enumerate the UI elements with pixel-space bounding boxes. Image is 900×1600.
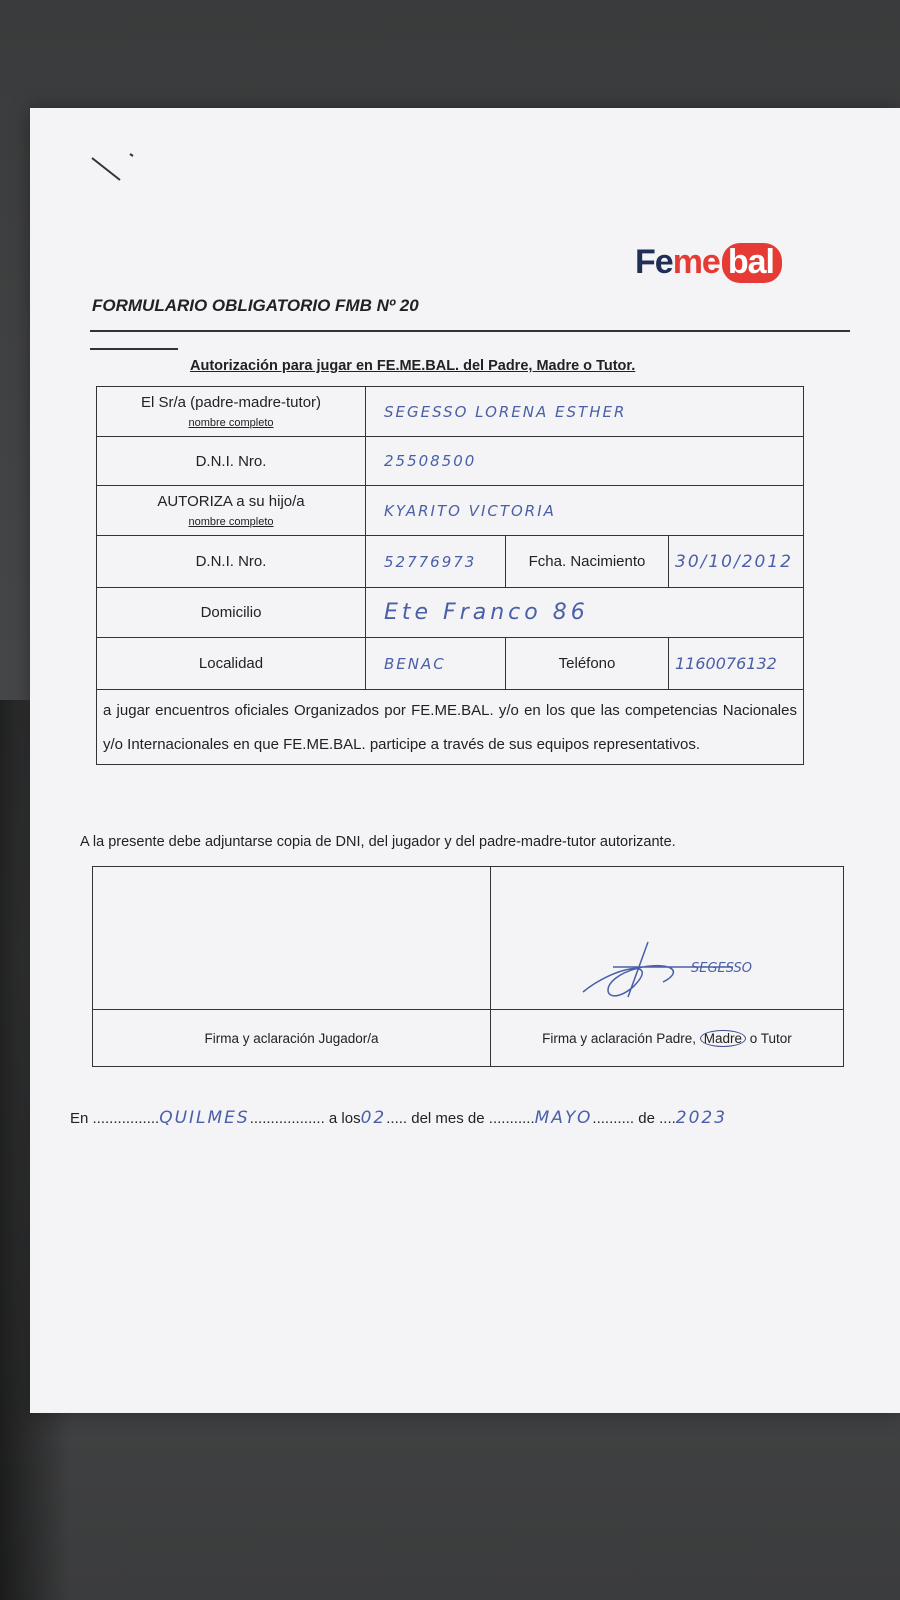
footer-dots: .......... <box>592 1110 635 1127</box>
year-field[interactable]: 2023 <box>675 1108 728 1128</box>
footer-dots: .... <box>659 1110 676 1127</box>
short-rule <box>90 348 178 350</box>
parent-sub-label: nombre completo <box>188 417 274 429</box>
table-row <box>97 486 804 536</box>
phone-field[interactable]: 1160076132 <box>669 638 804 690</box>
pen-scratch <box>90 150 150 190</box>
table-row <box>97 638 804 690</box>
form-subtitle: Autorización para jugar en FE.ME.BAL. del Padre, Madre o Tutor. <box>190 358 636 374</box>
attachment-note: A la presente debe adjuntarse copia de DNI, del jugador y del padre-madre-tutor autorizante. <box>80 834 676 850</box>
table-row <box>97 437 804 486</box>
parent-dni-label: D.N.I. Nro. <box>97 437 366 486</box>
place-date-line <box>70 1108 727 1128</box>
parent-caption-c: o Tutor <box>749 1030 792 1046</box>
table-row <box>97 387 804 437</box>
child-dni-field[interactable]: 52776973 <box>366 536 506 588</box>
logo-text-me: me <box>672 243 720 281</box>
signature-text: SEGESSO <box>691 961 753 976</box>
table-row <box>97 588 804 638</box>
parent-signature-caption-cell <box>491 1010 844 1067</box>
form-title: FORMULARIO OBLIGATORIO FMB Nº 20 <box>92 296 419 315</box>
logo-text-bal: bal <box>722 243 782 283</box>
footer-dots: ..... <box>386 1110 408 1127</box>
parent-label: El Sr/a (padre-madre-tutor) <box>140 394 322 411</box>
city-label: Localidad <box>97 638 366 690</box>
parent-label-cell <box>97 387 366 437</box>
child-name-field[interactable]: KYARITO VICTORIA <box>366 486 804 536</box>
footer-de: de <box>634 1110 660 1127</box>
footer-dots: .................. <box>249 1110 325 1127</box>
table-row <box>97 690 804 765</box>
phone-label: Teléfono <box>506 638 669 690</box>
form-paper <box>30 108 900 1413</box>
address-label: Domicilio <box>97 588 366 638</box>
player-signature-box[interactable] <box>93 867 491 1010</box>
child-label-cell <box>97 486 366 536</box>
footer-dots: ........... <box>488 1110 535 1127</box>
day-field[interactable]: 02 <box>360 1108 387 1128</box>
parent-caption-madre: Madre <box>700 1030 746 1047</box>
birth-date-field[interactable]: 30/10/2012 <box>669 536 804 588</box>
month-field[interactable]: MAYO <box>534 1108 593 1128</box>
footer-en: En <box>70 1110 93 1127</box>
parent-name-field[interactable]: SEGESSO LORENA ESTHER <box>366 387 804 437</box>
parent-caption-a: Firma y aclaración Padre, <box>542 1030 696 1046</box>
logo-text-fe: Fe <box>635 243 673 281</box>
title-rule <box>90 330 850 332</box>
footer-a-los: a los <box>324 1110 361 1127</box>
parent-signature-scribble <box>573 937 773 1007</box>
parent-dni-field[interactable]: 25508500 <box>366 437 804 486</box>
child-label: AUTORIZA a su hijo/a <box>157 493 305 510</box>
authorization-paragraph: a jugar encuentros oficiales Organizados por FE.ME.BAL. y/o en los que las competencias Nacionales y/o Internacionales en que FE.ME.BAL. participe a través de sus equipos representativos. <box>97 690 804 765</box>
city-field[interactable]: BENAC <box>366 638 506 690</box>
birth-date-label: Fcha. Nacimiento <box>506 536 669 588</box>
footer-del-mes: del mes de <box>407 1110 489 1127</box>
signature-table <box>92 866 844 1067</box>
player-signature-caption: Firma y aclaración Jugador/a <box>93 1010 491 1067</box>
femebal-logo <box>635 243 782 282</box>
place-field[interactable]: QUILMES <box>159 1108 250 1128</box>
address-field[interactable]: Ete Franco 86 <box>366 588 804 638</box>
table-row <box>97 536 804 588</box>
child-sub-label: nombre completo <box>188 516 274 528</box>
footer-dots: ................ <box>92 1110 160 1127</box>
parent-signature-box[interactable] <box>491 867 844 1010</box>
child-dni-label: D.N.I. Nro. <box>97 536 366 588</box>
authorization-table <box>96 386 804 765</box>
